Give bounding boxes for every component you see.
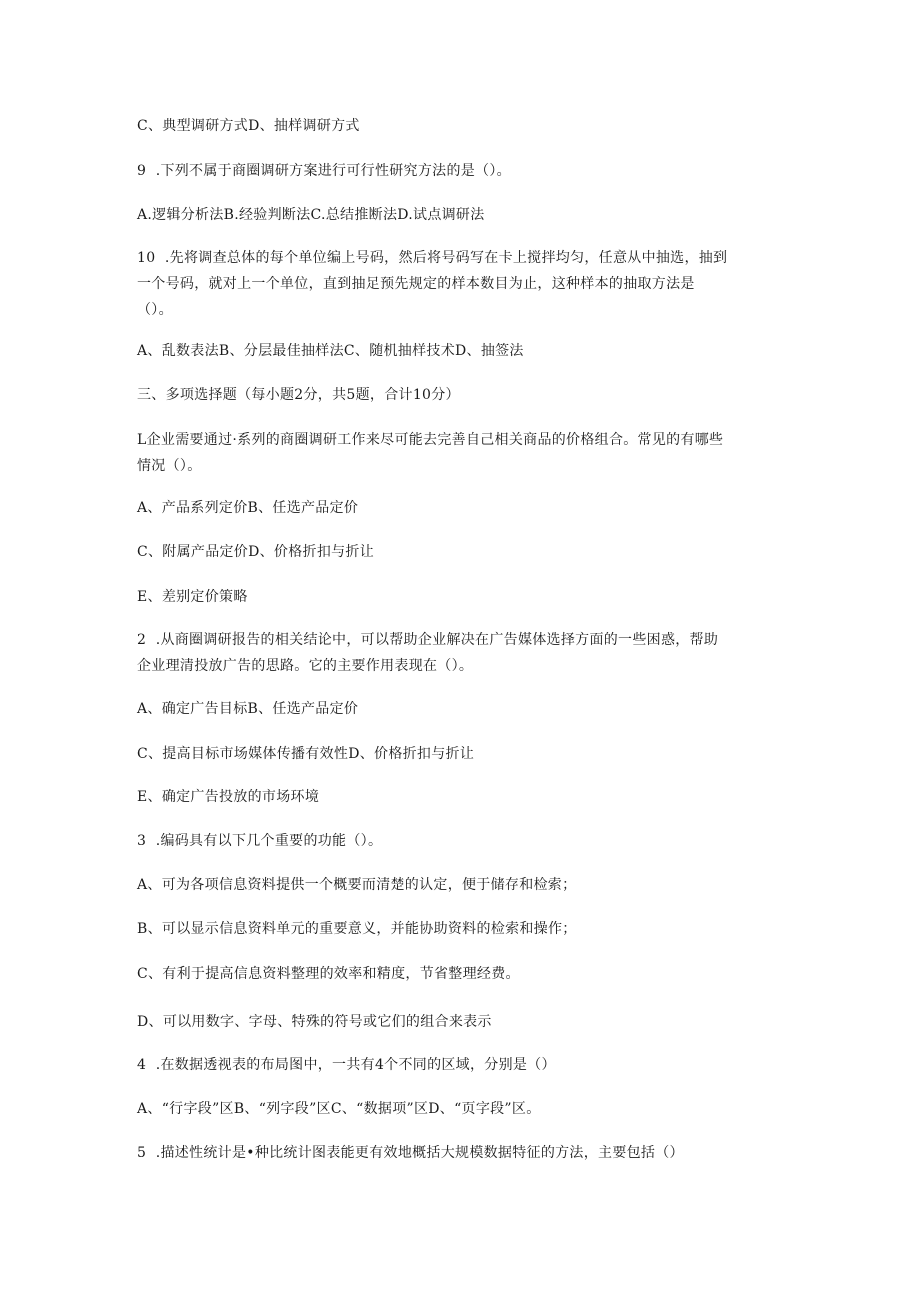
option-line: C、提高目标市场媒体传播有效性D、价格折扣与折让 (137, 746, 475, 762)
question-line: 10 .先将调查总体的每个单位编上号码，然后将号码写在卡上搅拌均匀，任意从中抽选，抽到 (137, 250, 728, 266)
option-line: A.逻辑分析法B.经验判断法C.总结推断法D.试点调研法 (137, 207, 485, 223)
question-line: 企业理清投放广告的思路。它的主要作用表现在（）。 (137, 658, 474, 674)
option-line: D、可以用数字、字母、特殊的符号或它们的组合来表示 (137, 1014, 492, 1030)
question-line: 情况（）。 (137, 458, 202, 474)
option-line: E、确定广告投放的市场环境 (137, 789, 320, 805)
section-heading: 三、多项选择题（每小题2分，共5题，合计10分） (137, 387, 460, 403)
option-line: C、典型调研方式D、抽样调研方式 (137, 118, 360, 134)
question-line: 一个号码，就对上一个单位，直到抽足预先规定的样本数目为止，这种样本的抽取方法是 (137, 276, 695, 292)
option-line: A、“行字段”区B、“列字段”区C、“数据项”区D、“页字段”区。 (137, 1101, 541, 1117)
option-line: A、产品系列定价B、任选产品定价 (137, 500, 359, 516)
question-line: L企业需要通过·系列的商圈调研工作来尽可能去完善自己相关商品的价格组合。常见的有哪些 (137, 432, 724, 448)
question-line: 4 .在数据透视表的布局图中，一共有4个不同的区域，分别是（） (137, 1057, 556, 1073)
option-line: A、乱数表法B、分层最佳抽样法C、随机抽样技术D、抽签法 (137, 343, 524, 359)
option-line: B、可以显示信息资料单元的重要意义，并能协助资料的检索和操作； (137, 921, 577, 937)
option-line: E、差别定价策略 (137, 589, 248, 605)
question-line: 2 .从商圈调研报告的相关结论中，可以帮助企业解决在广告媒体选择方面的一些困惑，帮助 (137, 632, 719, 648)
option-line: A、确定广告目标B、任选产品定价 (137, 701, 359, 717)
option-line: C、有利于提高信息资料整理的效率和精度，节省整理经费。 (137, 966, 520, 982)
question-line: 3 .编码具有以下几个重要的功能（）。 (137, 833, 383, 849)
question-line: 5 .描述性统计是•种比统计图表能更有效地概括大规模数据特征的方法，主要包括（） (137, 1145, 684, 1161)
option-line: A、可为各项信息资料提供一个概要而清楚的认定，便于储存和检索； (137, 877, 577, 893)
question-line: 9 .下列不属于商圈调研方案进行可行性研究方法的是（）。 (137, 163, 511, 179)
question-line: （）。 (137, 302, 173, 318)
option-line: C、附属产品定价D、价格折扣与折让 (137, 544, 375, 560)
